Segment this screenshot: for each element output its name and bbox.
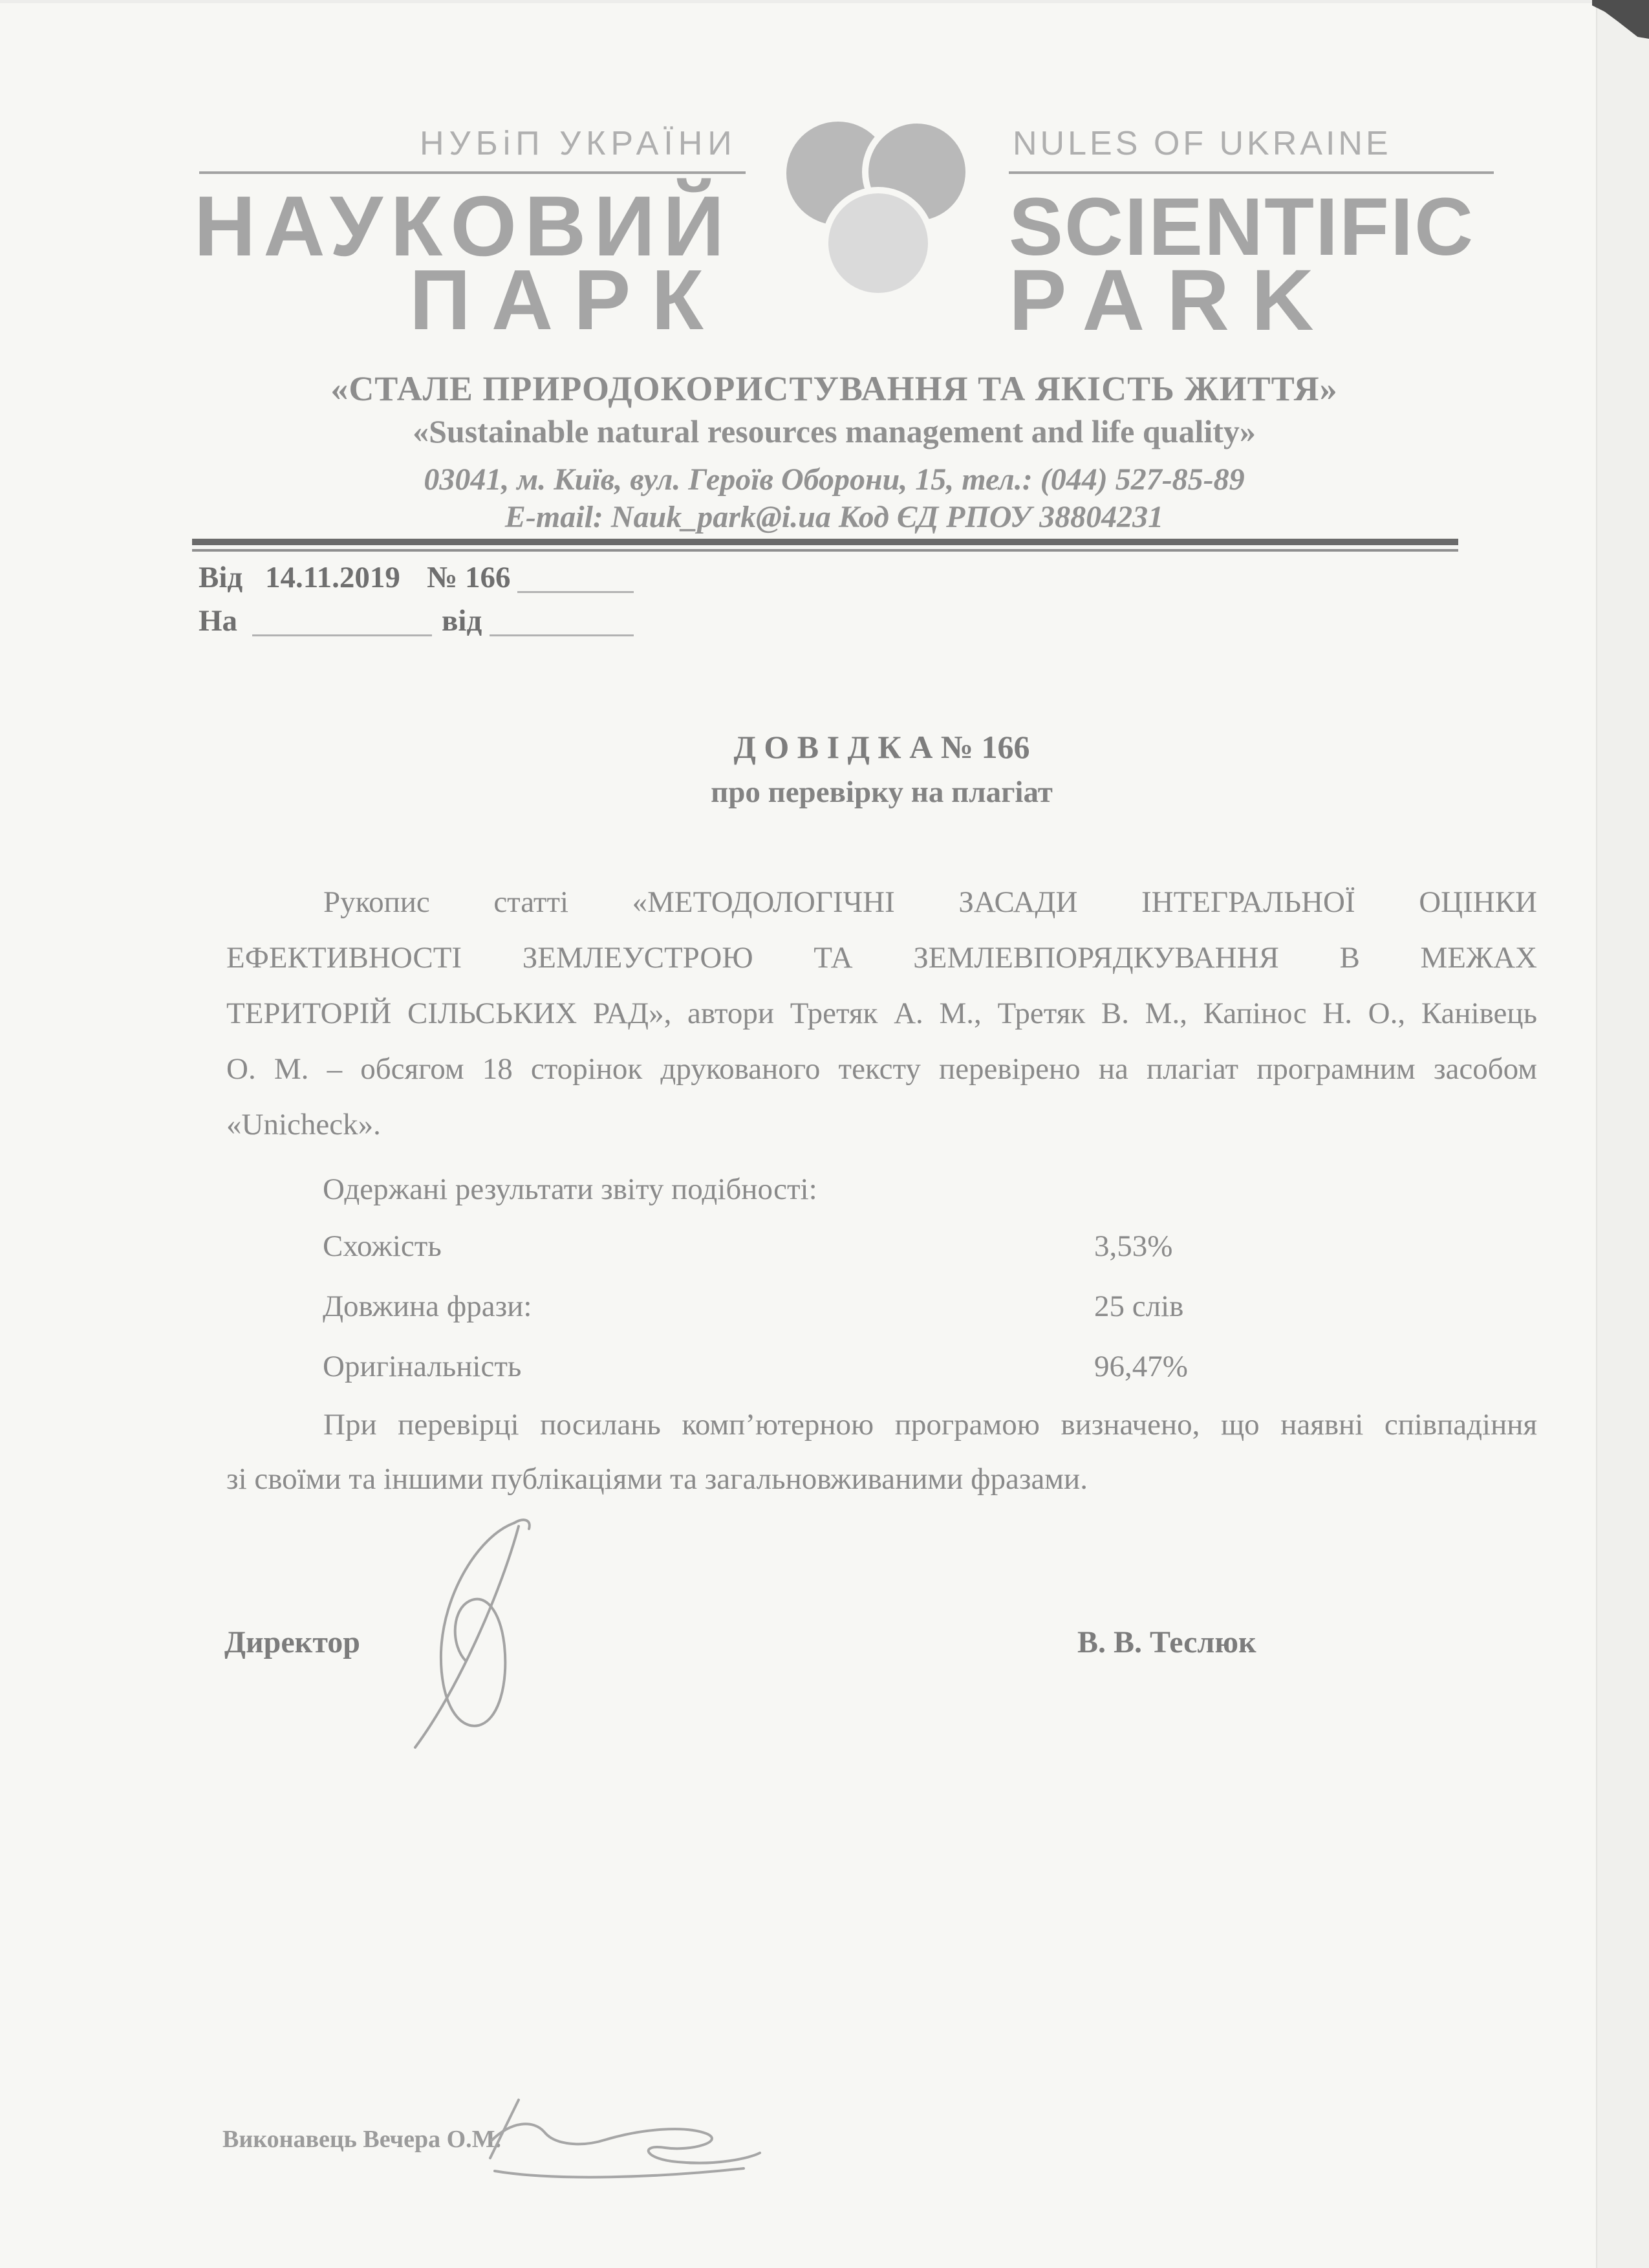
paragraph-line: ЕФЕКТИВНОСТІ ЗЕМЛЕУСТРОЮ ТА ЗЕМЛЕВПОРЯДКУВАННЯ В МЕЖАХ — [226, 941, 1537, 975]
paragraph-line: Рукопис статті «МЕТОДОЛОГІЧНІ ЗАСАДИ ІНТЕГРАЛЬНОЇ ОЦІНКИ — [323, 885, 1537, 919]
org-name-ukrainian: НУБіП УКРАЇНИ — [420, 125, 737, 162]
masthead-subtitle-ukrainian: ПАРК — [409, 252, 724, 347]
results-heading: Одержані результати звіту подібності: — [323, 1172, 817, 1206]
header-divider-thick — [192, 539, 1458, 545]
number-blank-line — [517, 560, 634, 593]
masthead-title-ukrainian: НАУКОВИЙ — [194, 178, 733, 274]
document-title: Д О В І Д К А № 166 — [733, 729, 1030, 765]
na-blank-line — [252, 603, 432, 636]
director-signature-icon — [382, 1507, 588, 1759]
paragraph-line: «Unicheck». — [226, 1108, 381, 1141]
org-name-english: NULES OF UKRAINE — [1013, 125, 1392, 162]
result-similarity-label: Схожість — [323, 1229, 442, 1263]
document-number: № 166 — [427, 561, 511, 594]
result-phrase-length-value: 25 слів — [1094, 1290, 1184, 1323]
masthead-title-english: SCIENTIFIC — [1009, 181, 1475, 272]
position-title: Директор — [224, 1625, 360, 1659]
signatory-name: В. В. Теслюк — [1077, 1625, 1256, 1659]
paragraph-line: зі своїми та іншими публікаціями та загальновживаними фразами. — [226, 1462, 1088, 1496]
paragraph-line: При перевірці посилань комп’ютерною програмою визначено, що наявні співпадіння — [323, 1408, 1537, 1442]
document-subtitle: про перевірку на плагіат — [711, 775, 1053, 809]
motto-ukrainian: «СТАЛЕ ПРИРОДОКОРИСТУВАННЯ ТА ЯКІСТЬ ЖИТТЯ» — [330, 369, 1338, 408]
masthead-rule-left — [199, 171, 746, 174]
executor-name: Виконавець Вечера О.М. — [222, 2126, 502, 2153]
address-line: 03041, м. Київ, вул. Героїв Оборони, 15, тел.: (044) 527-85-89 — [424, 462, 1245, 497]
na-label: На — [199, 604, 238, 638]
result-phrase-length-label: Довжина фрази: — [323, 1290, 532, 1323]
email-line: E-mail: Nauk_park@i.ua Код ЄД РПОУ 38804231 — [504, 500, 1164, 534]
masthead-rule-right — [1009, 171, 1494, 174]
executor-signature-icon — [472, 2086, 776, 2183]
result-similarity-value: 3,53% — [1094, 1229, 1173, 1263]
paragraph-conclusion — [226, 1407, 1537, 1516]
vid-label: від — [442, 604, 482, 638]
scan-right-margin — [1596, 0, 1649, 2268]
vid-blank-line — [490, 603, 634, 636]
result-originality-label: Оригінальність — [323, 1350, 522, 1383]
from-label: Від — [199, 561, 243, 594]
masthead-subtitle-english: PARK — [1009, 252, 1336, 349]
paragraph-line: О. М. – обсягом 18 сторінок друкованого тексту перевірено на плагіат програмним засобом — [226, 1052, 1537, 1086]
three-leaves-trefoil-logo-icon — [776, 111, 980, 305]
scan-top-edge — [0, 0, 1649, 3]
document-date: 14.11.2019 — [265, 561, 400, 594]
paragraph-manuscript — [226, 885, 1537, 1163]
paragraph-line: ТЕРИТОРІЙ СІЛЬСЬКИХ РАД», автори Третяк А. М., Третяк В. М., Капінос Н. О., Канівець — [226, 997, 1537, 1030]
motto-english: «Sustainable natural resources management and life quality» — [413, 413, 1256, 449]
header-divider-thin — [192, 549, 1458, 552]
result-originality-value: 96,47% — [1094, 1350, 1188, 1383]
